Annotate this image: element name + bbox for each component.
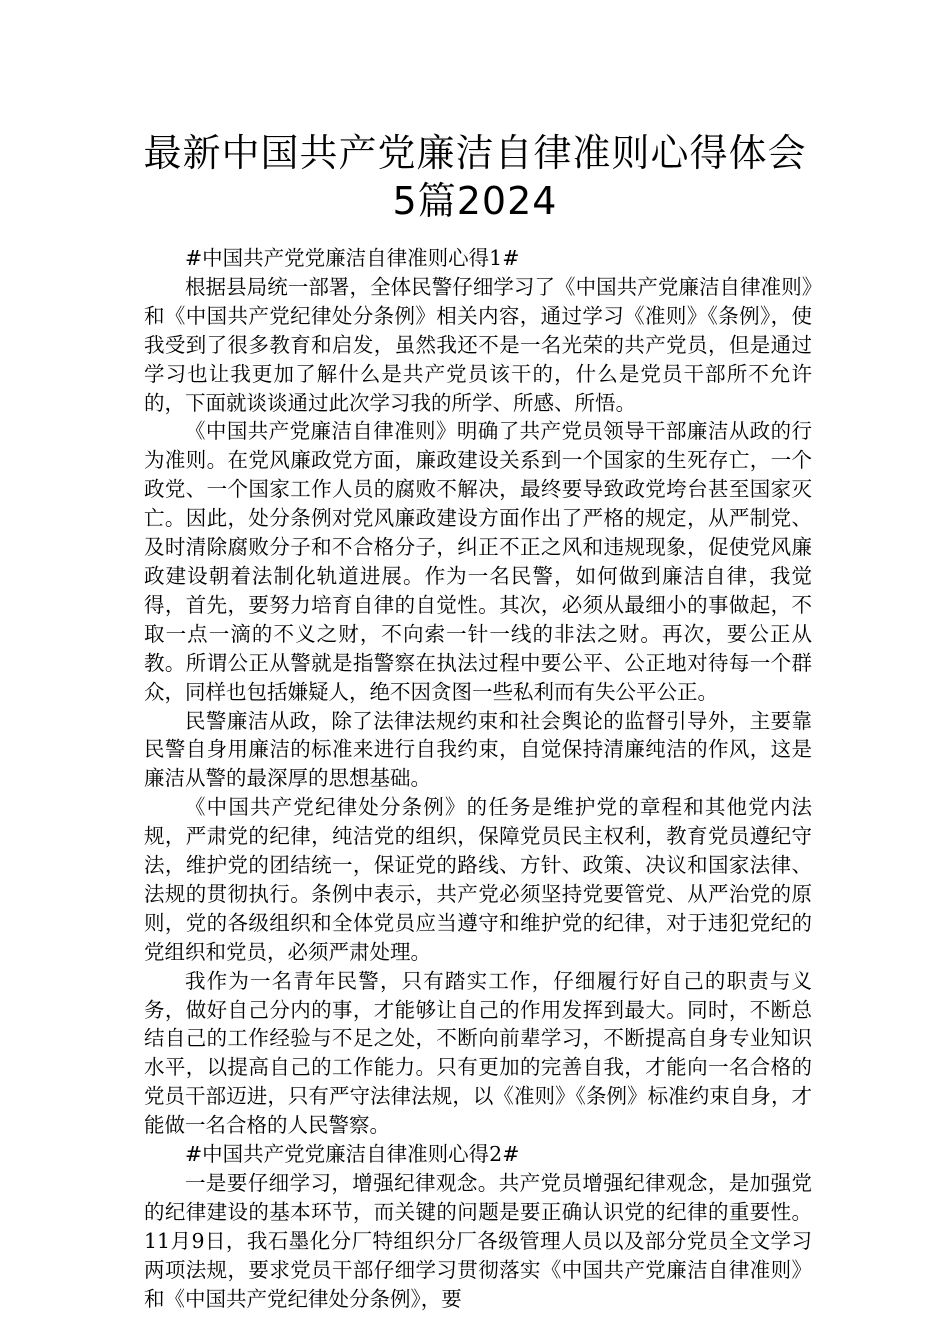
document-title-line-1: 最新中国共产党廉洁自律准则心得体会 xyxy=(143,131,807,175)
body-paragraph: 《中国共产党纪律处分条例》的任务是维护党的章程和其他党内法规，严肃党的纪律，纯洁党的组织，保障党员民主权利，教育党员遵纪守法，维护党的团结统一，保证党的路线、方针、政策、决议和国家法律、法规的贯彻执行。条例中表示，共产党必须坚持党要管党、从严治党的原则，党的各级组织和全体党员应当遵守和维护党的纪律，对于违犯党纪的党组织和党员，必须严肃处理。 xyxy=(144,795,812,964)
document-body xyxy=(144,244,812,1314)
body-paragraph: 根据县局统一部署，全体民警仔细学习了《中国共产党廉洁自律准则》和《中国共产党纪律处分条例》相关内容，通过学习《准则》《条例》，使我受到了很多教育和启发，虽然我还不是一名光荣的共产党员，但是通过学习也让我更加了解什么是共产党员该干的，什么是党员干部所不允许的，下面就谈谈通过此次学习我的所学、所感、所悟。 xyxy=(144,274,812,415)
body-paragraph: 民警廉洁从政，除了法律法规约束和社会舆论的监督引导外，主要靠民警自身用廉洁的标准来进行自我约束，自觉保持清廉纯洁的作风，这是廉洁从警的最深厚的思想基础。 xyxy=(144,708,812,791)
body-paragraph: 我作为一名青年民警，只有踏实工作，仔细履行好自己的职责与义务，做好自己分内的事，才能够让自己的作用发挥到最大。同时，不断总结自己的工作经验与不足之处，不断向前辈学习，不断提高自身专业知识水平，以提高自己的工作能力。只有更加的完善自我，才能向一名合格的党员干部迈进，只有严守法律法规，以《准则》《条例》标准约束自身，才能做一名合格的人民警察。 xyxy=(144,968,812,1138)
section-heading-1: #中国共产党党廉洁自律准则心得1# xyxy=(185,246,520,270)
body-paragraph: 《中国共产党廉洁自律准则》明确了共产党员领导干部廉洁从政的行为准则。在党风廉政党方面，廉政建设关系到一个国家的生死存亡，一个政党、一个国家工作人员的腐败不解决，最终要导致政党垮台甚至国家灭亡。因此，处分条例对党风廉政建设方面作出了严格的规定，从严制党、及时清除腐败分子和不合格分子，纠正不正之风和违规现象，促使党风廉政建设朝着法制化轨道进展。作为一名民警，如何做到廉洁自律，我觉得，首先，要努力培育自律的自觉性。其次，必须从最细小的事做起，不取一点一滴的不义之财，不向索一针一线的非法之财。再次，要公正从教。所谓公正从警就是指警察在执法过程中要公平、公正地对待每一个群众，同样也包括嫌疑人，绝不因贪图一些私利而有失公平公正。 xyxy=(144,419,812,704)
section-heading-2: #中国共产党党廉洁自律准则心得2# xyxy=(185,1142,520,1167)
body-paragraph: 一是要仔细学习，增强纪律观念。共产党员增强纪律观念，是加强党的纪律建设的基本环节，而关键的问题是要正确认识党的纪律的重要性。11月9日，我石墨化分厂特组织分厂各级管理人员以及部分党员全文学习两项法规，要求党员干部仔细学习贯彻落实《中国共产党廉洁自律准则》和《中国共产党纪律处分条例》，要 xyxy=(144,1171,812,1311)
document-title-line-2: 5篇2024 xyxy=(392,179,558,223)
